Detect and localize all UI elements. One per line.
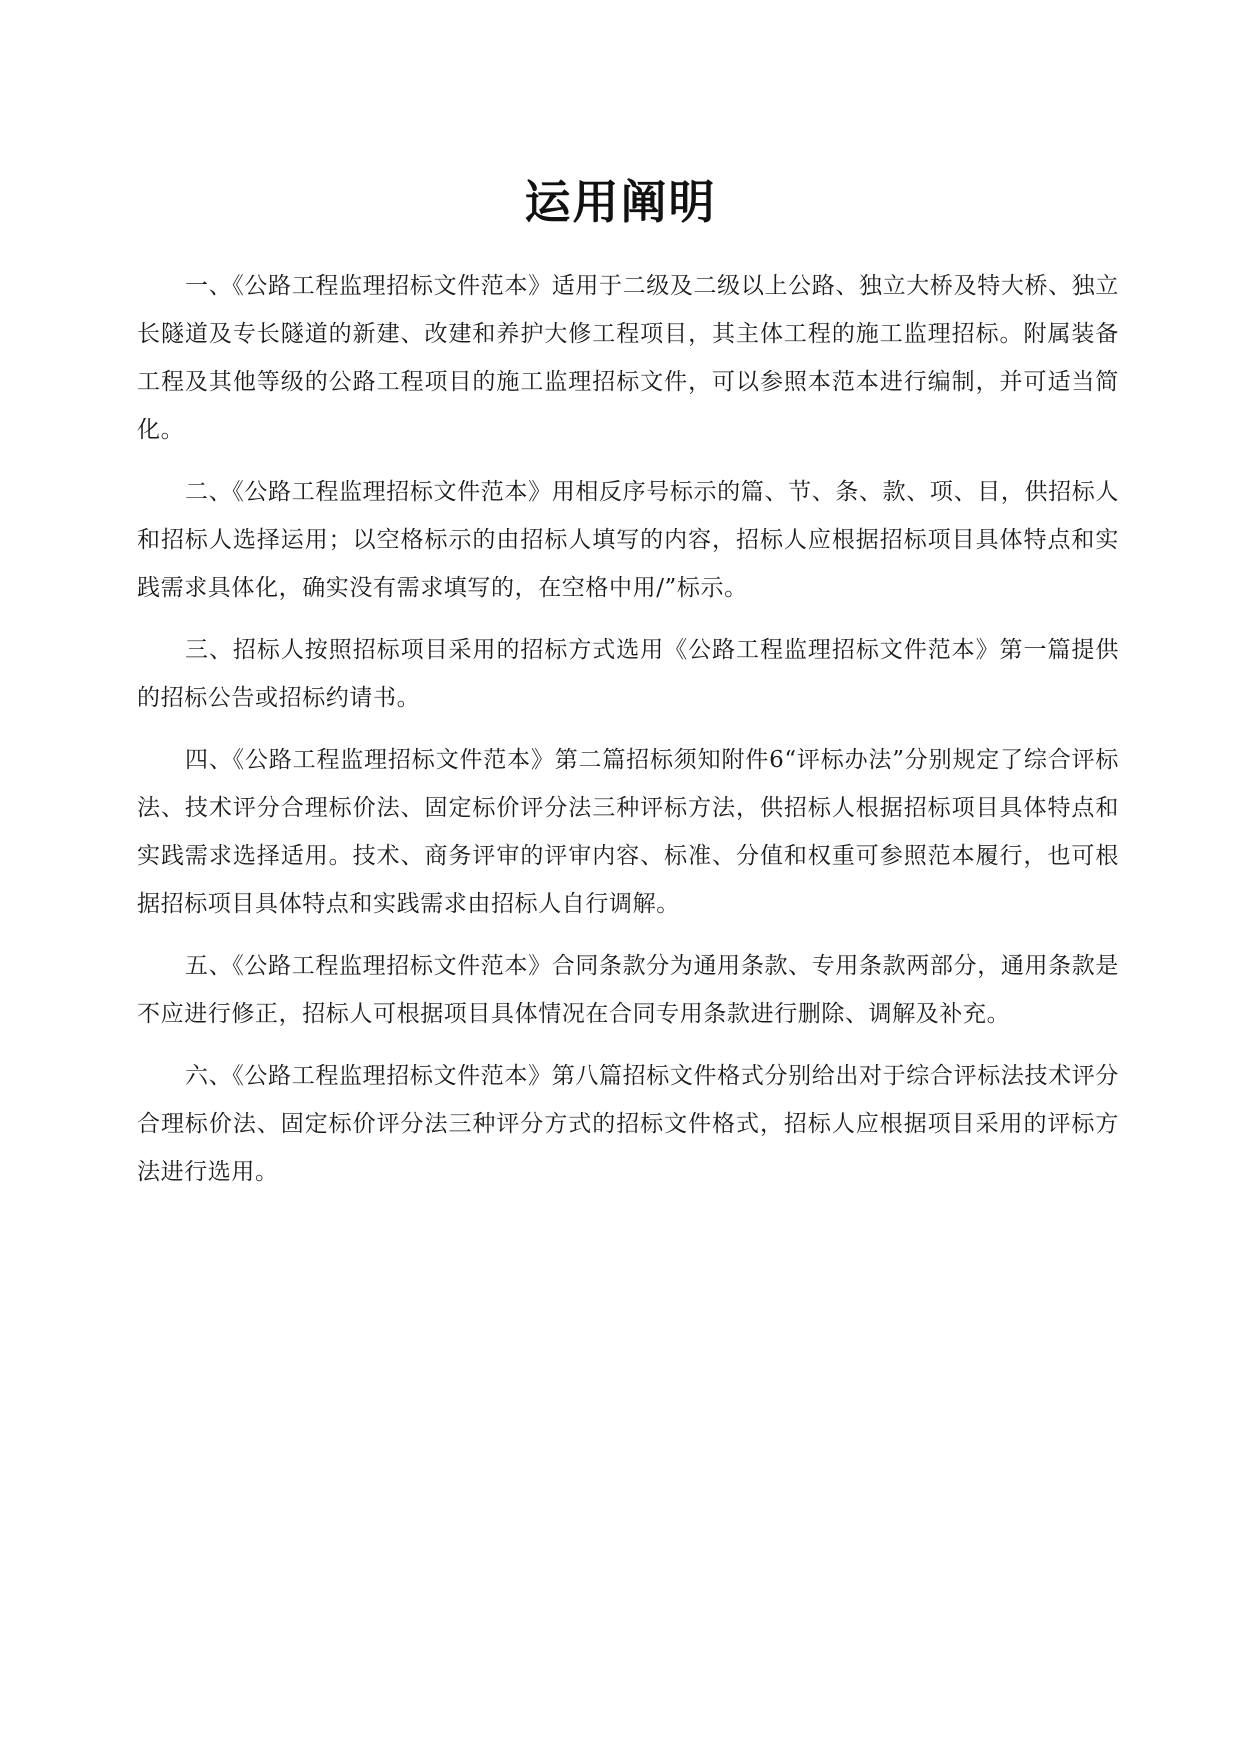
paragraph-1: 一、《公路工程监理招标文件范本》适用于二级及二级以上公路、独立大桥及特大桥、独立长隧道及专长隧道的新建、改建和养护大修工程项目，其主体工程的施工监理招标。附属装备工程及其他等级的公路工程项目的施工监理招标文件，可以参照本范本进行编制，并可适当简化。 xyxy=(137,273,1119,443)
paragraph-6: 六、《公路工程监理招标文件范本》第八篇招标文件格式分别给出对于综合评标法技术评分合理标价法、固定标价评分法三种评分方式的招标文件格式，招标人应根据项目采用的评标方法进行选用。 xyxy=(137,1063,1119,1185)
paragraph-5: 五、《公路工程监理招标文件范本》合同条款分为通用条款、专用条款两部分，通用条款是不应进行修正，招标人可根据项目具体情况在合同专用条款进行删除、调解及补充。 xyxy=(137,953,1119,1027)
paragraph-3: 三、招标人按照招标项目采用的招标方式选用《公路工程监理招标文件范本》第一篇提供的招标公告或招标约请书。 xyxy=(137,637,1119,711)
document-body xyxy=(137,262,1119,1210)
paragraph-4: 四、《公路工程监理招标文件范本》第二篇招标须知附件6“评标办法”分别规定了综合评标法、技术评分合理标价法、固定标价评分法三种评标方法，供招标人根据招标项目具体特点和实践需求选择适用。技术、商务评审的评审内容、标准、分值和权重可参照范本履行，也可根据招标项目具体特点和实践需求由招标人自行调解。 xyxy=(137,747,1119,917)
paragraph-2: 二、《公路工程监理招标文件范本》用相反序号标示的篇、节、条、款、项、目，供招标人和招标人选择运用；以空格标示的由招标人填写的内容，招标人应根据招标项目具体特点和实践需求具体化，确实没有需求填写的，在空格中用/”标示。 xyxy=(137,479,1119,601)
page-title: 运用阐明 xyxy=(524,175,717,229)
